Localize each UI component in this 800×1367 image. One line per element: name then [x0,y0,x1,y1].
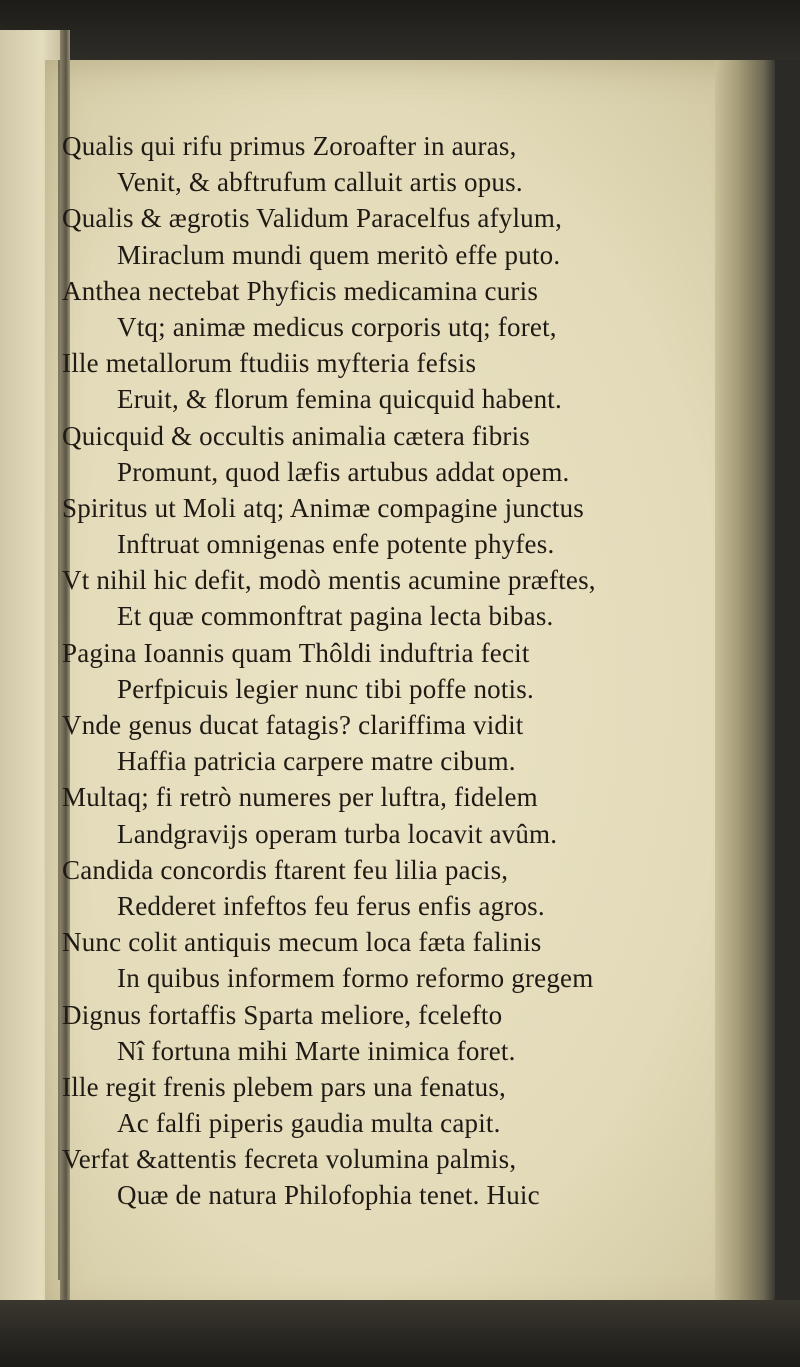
poem-line: In quibus informem formo reformo gregem [117,963,594,994]
poem-line: Perfpicuis legier nunc tibi poffe notis. [117,673,534,704]
poem-line: Ille metallorum ftudiis myfteria fefsis [62,348,477,379]
poem-line: Ille regit frenis plebem pars una fenatus, [62,1071,506,1102]
poem-line: Vtq; animæ medicus corporis utq; foret, [117,311,557,342]
poem-line: Ac falfi piperis gaudia multa capit. [117,1108,501,1139]
poem-line: Quicquid & occultis animalia cætera fibris [62,420,531,451]
poem-line: Landgravijs operam turba locavit avûm. [117,818,558,849]
poem-line: Vnde genus ducat fatagis? clariffima vidit [62,710,524,740]
poem-line: Qualis qui rifu primus Zoroafter in auras, [62,131,517,161]
poem-line: Qualis & ægrotis Validum Paracelfus afylum, [62,203,563,234]
poem-line: Verfat &attentis fecreta volumina palmis, [62,1144,517,1175]
poem-line: Miraclum mundi quem meritò effe puto. [117,239,561,270]
scan-background-bottom [0,1300,800,1367]
poem-line: Anthea nectebat Phyficis medicamina curis [62,275,539,306]
poem-line: Nî fortuna mihi Marte inimica foret. [117,1035,516,1066]
scan-background-top [0,0,800,60]
poem-line: Nunc colit antiquis mecum loca fæta falinis [62,927,542,958]
poem-line: Inftruat omnigenas enfe potente phyfes. [117,529,555,560]
page-fore-edge [715,60,775,1330]
poem-line: Eruit, & florum femina quicquid habent. [117,384,562,415]
poem-line: Redderet infeftos feu ferus enfis agros. [117,890,545,921]
poem-line: Dignus fortaffis Sparta meliore, fcelefto [62,999,503,1030]
margin-rule [58,60,60,1280]
poem-line: Pagina Ioannis quam Thôldi induftria fecit [62,637,530,668]
poem-line: Quæ de natura Philofophia tenet. Huic [117,1180,540,1211]
poem-line: Multaq; fi retrò numeres per luftra, fidelem [62,782,538,813]
poem-line: Et quæ commonftrat pagina lecta bibas. [117,601,554,632]
poem-line: Spiritus ut Moli atq; Animæ compagine junctus [62,492,584,523]
poem-line: Promunt, quod læfis artubus addat opem. [117,456,570,487]
poem-line: Vt nihil hic defit, modò mentis acumine præftes, [62,565,596,596]
poem-line: Haffia patricia carpere matre cibum. [117,746,516,777]
poem-line: Venit, & abftrufum calluit artis opus. [117,167,523,198]
poem-line: Candida concordis ftarent feu lilia pacis, [62,854,509,885]
poem-text [62,128,712,1214]
